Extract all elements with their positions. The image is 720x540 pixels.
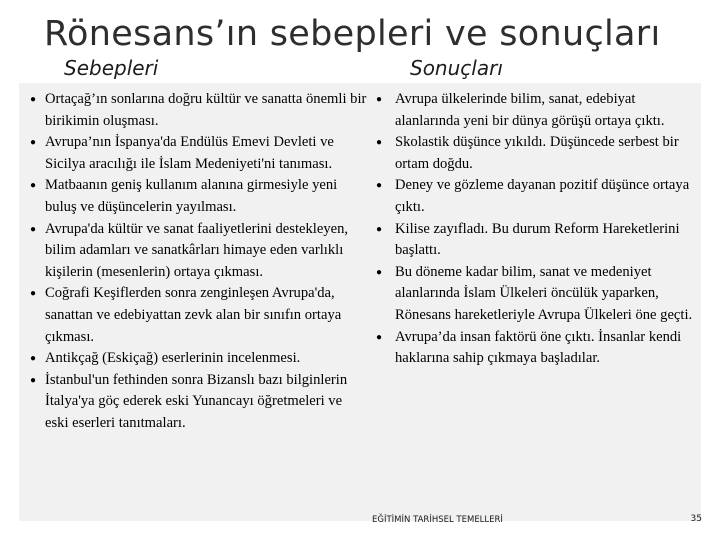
list-item-text: Deney ve gözleme dayanan pozitif düşünce ortaya çıktı.	[395, 177, 690, 215]
bullet-icon: ●	[29, 353, 37, 365]
bullet-icon: ●	[29, 137, 37, 149]
bullet-icon: ●	[375, 331, 383, 343]
list-item	[19, 132, 367, 175]
list-item	[373, 327, 695, 370]
list-item-text: Avrupa ülkelerinde bilim, sanat, edebiyat alanlarında yeni bir dünya görüşü ortaya çıktı.	[395, 91, 665, 129]
list-item-text: Skolastik düşünce yıkıldı. Düşüncede serbest bir ortam doğdu.	[395, 134, 679, 172]
list-item-text: İstanbul'un fethinden sonra Bizanslı bazı bilginlerin İtalya'ya göç ederek eski Yunancayı öğretmeleri ve eski eserleri tanıtmaları.	[45, 371, 348, 431]
causes-list	[19, 89, 367, 435]
footer-text: EĞİTİMİN TARİHSEL TEMELLERİ	[372, 515, 503, 525]
list-item	[19, 89, 367, 132]
list-item-text: Kilise zayıfladı. Bu durum Reform Hareketlerini başlattı.	[395, 220, 680, 259]
list-item	[373, 89, 695, 132]
bullet-icon: ●	[29, 288, 37, 300]
bullet-icon: ●	[375, 180, 383, 192]
list-item	[19, 283, 367, 348]
list-item	[19, 219, 367, 284]
list-item-text: Avrupa'da kültür ve sanat faaliyetlerini destekleyen, bilim adamları ve sanatkârları himaye eden varlıklı kişilerin (mesenlerin) ortaya çıkması.	[45, 220, 349, 280]
list-item	[373, 175, 695, 218]
bullet-icon: ●	[29, 180, 37, 192]
bullet-icon: ●	[29, 94, 37, 105]
content-box	[19, 83, 701, 521]
page-number: 35	[690, 514, 702, 524]
causes-header: Sebepleri	[64, 56, 159, 80]
bullet-icon: ●	[375, 223, 383, 235]
slide-title: Rönesans’ın sebepleri ve sonuçları	[44, 14, 661, 54]
list-item-text: Ortaçağ’ın sonlarına doğru kültür ve sanatta önemli bir birikimin oluşması.	[45, 91, 367, 129]
list-item	[373, 262, 695, 327]
results-list	[373, 89, 695, 370]
list-item-text: Bu döneme kadar bilim, sanat ve medeniyet alanlarında İslam Ülkeleri öncülük yaparken, Rönesans hareketleriyle Avrupa Ülkeleri öne geçti.	[395, 263, 693, 323]
results-header: Sonuçları	[410, 56, 503, 80]
bullet-icon: ●	[29, 223, 37, 235]
bullet-icon: ●	[375, 94, 383, 105]
list-item	[19, 370, 367, 435]
list-item-text: Antikçağ (Eskiçağ) eserlerinin incelenmesi.	[45, 350, 301, 367]
list-item-text: Matbaanın geniş kullanım alanına girmesiyle yeni buluş ve düşüncelerin yayılması.	[45, 177, 338, 215]
list-item	[373, 132, 695, 175]
list-item	[373, 219, 695, 262]
list-item-text: Coğrafi Keşiflerden sonra zenginleşen Avrupa'da, sanattan ve edebiyattan zevk alan bir sınıfın ortaya çıkması.	[45, 285, 342, 345]
list-item	[19, 348, 367, 370]
list-item-text: Avrupa’da insan faktörü öne çıktı. İnsanlar kendi haklarına sahip çıkmaya başladılar.	[395, 328, 682, 367]
bullet-icon: ●	[29, 374, 37, 386]
list-item	[19, 175, 367, 218]
bullet-icon: ●	[375, 137, 383, 149]
list-item-text: Avrupa’nın İspanya'da Endülüs Emevi Devleti ve Sicilya aracılığı ile İslam Medeniyeti'ni tanıması.	[45, 134, 334, 172]
bullet-icon: ●	[375, 266, 383, 278]
